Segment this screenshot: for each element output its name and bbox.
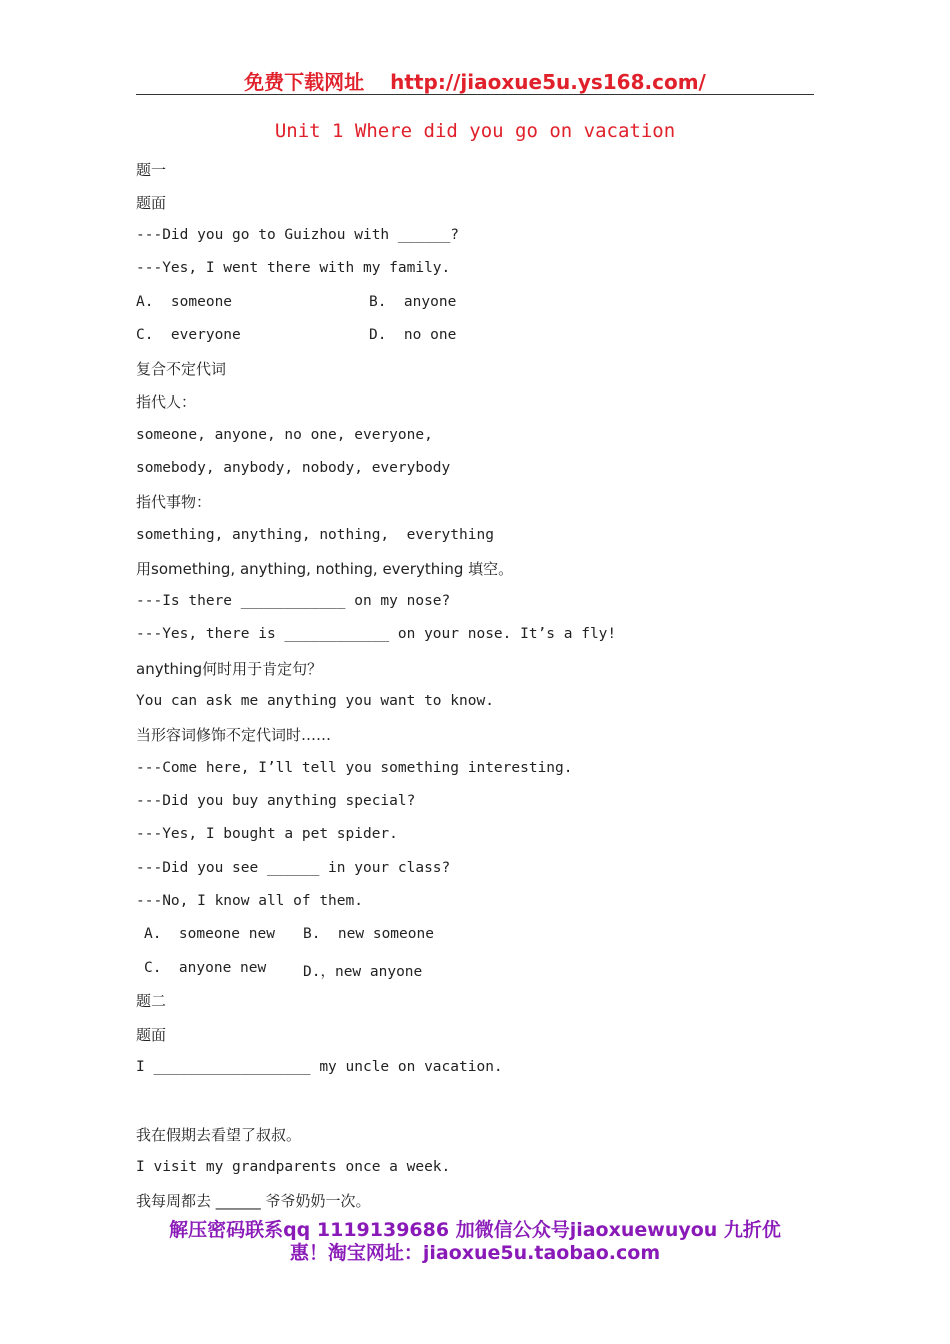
dialog-line: ---Yes, there is ____________ on your nose. It’s a fly! bbox=[136, 626, 617, 642]
option-a: A. someone bbox=[136, 294, 233, 310]
dialog-line: ---Is there ____________ on my nose? bbox=[136, 593, 451, 609]
page-footer bbox=[100, 1219, 850, 1265]
header-url-link[interactable]: http://jiaoxue5u.ys168.com/ bbox=[390, 70, 706, 94]
pronoun-list: something, anything, nothing, everything bbox=[136, 527, 494, 543]
page-header bbox=[136, 66, 814, 95]
section-label: 题一 bbox=[136, 161, 167, 179]
dialog-line: ---Did you see ______ in your class? bbox=[136, 860, 451, 876]
dialog-line: ---Did you buy anything special? bbox=[136, 793, 416, 809]
dialog-line: ---No, I know all of them. bbox=[136, 893, 363, 909]
topic-heading: 复合不定代词 bbox=[136, 360, 227, 378]
option-b: B. new someone bbox=[303, 926, 434, 942]
option-c: C. anyone new bbox=[144, 960, 267, 976]
option-d: D.，new anyone bbox=[303, 964, 423, 980]
subtopic-heading: 指代人： bbox=[136, 393, 197, 411]
question-heading: 题面 bbox=[136, 194, 167, 212]
option-c: C. everyone bbox=[136, 327, 241, 343]
pronoun-list: somebody, anybody, nobody, everybody bbox=[136, 460, 451, 476]
dialog-line: ---Come here, I’ll tell you something interesting. bbox=[136, 760, 573, 776]
subtopic-heading: 指代事物： bbox=[136, 493, 212, 511]
header-label: 免费下载网址 bbox=[244, 70, 365, 94]
footer-line: 惠！淘宝网址：jiaoxue5u.taobao.com bbox=[289, 1242, 661, 1264]
translation-line: 我每周都去 ______ 爷爷奶奶一次。 bbox=[136, 1192, 371, 1210]
footer-line: 解压密码联系qq 1119139686 加微信公众号jiaoxuewuyou 九折优 bbox=[169, 1219, 781, 1241]
grammar-note: 当形容词修饰不定代词时…… bbox=[136, 726, 332, 744]
pronoun-list: someone, anyone, no one, everyone, bbox=[136, 427, 433, 443]
translation-line: 我在假期去看望了叔叔。 bbox=[136, 1126, 302, 1144]
dialog-line: ---Yes, I went there with my family. bbox=[136, 260, 451, 276]
example-sentence: You can ask me anything you want to know. bbox=[136, 693, 494, 709]
dialog-line: ---Yes, I bought a pet spider. bbox=[136, 826, 398, 842]
question-heading: 题面 bbox=[136, 1026, 167, 1044]
document-title: Unit 1 Where did you go on vacation bbox=[274, 120, 676, 142]
option-b: B. anyone bbox=[369, 294, 457, 310]
grammar-question: anything何时用于肯定句？ bbox=[136, 660, 323, 678]
option-a: A. someone new bbox=[144, 926, 275, 942]
dialog-line: ---Did you go to Guizhou with ______? bbox=[136, 227, 460, 243]
section-label: 题二 bbox=[136, 992, 167, 1010]
example-sentence: I visit my grandparents once a week. bbox=[136, 1159, 451, 1175]
option-d: D. no one bbox=[369, 327, 457, 343]
fill-in-sentence: I __________________ my uncle on vacation. bbox=[136, 1059, 503, 1075]
exercise-instruction: 用something, anything, nothing, everything 填空。 bbox=[136, 560, 514, 578]
